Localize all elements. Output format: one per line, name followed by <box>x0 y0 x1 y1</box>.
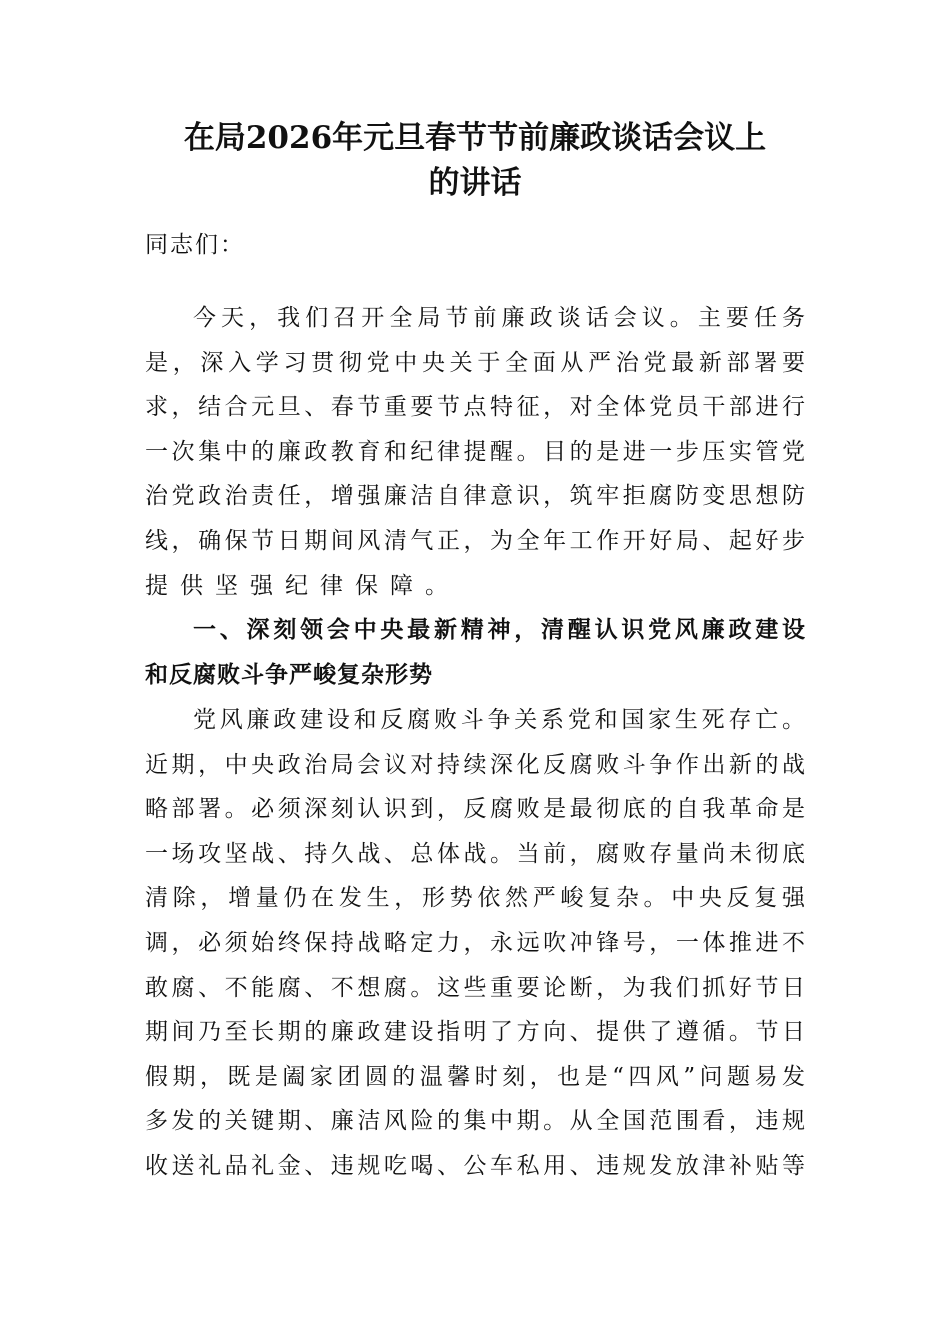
paragraph-1-line: 一次集中的廉政教育和纪律提醒。目的是进一步压实管党 <box>145 438 805 465</box>
paragraph-1-line: 线，确保节日期间风清气正，为全年工作开好局、起好步 <box>145 528 805 554</box>
paragraph-2-line: 多发的关键期、廉洁风险的集中期。从全国范围看，违规 <box>145 1108 805 1135</box>
paragraph-2-line: 期间乃至长期的廉政建设指明了方向、提供了遵循。节日 <box>145 1019 805 1046</box>
paragraph-2-line: 收送礼品礼金、违规吃喝、公车私用、违规发放津补贴等 <box>145 1153 805 1179</box>
paragraph-2-line: 清除，增量仍在发生，形势依然严峻复杂。中央反复强 <box>145 885 805 912</box>
document-title-line-2: 的讲话 <box>428 165 522 201</box>
paragraph-2-line: 调，必须始终保持战略定力，永远吹冲锋号，一体推进不 <box>145 930 805 956</box>
paragraph-1-line: 治党政治责任，增强廉洁自律意识，筑牢拒腐防变思想防 <box>145 483 805 510</box>
document-title-line-1: 在局2026年元旦春节节前廉政谈话会议上 <box>183 120 767 156</box>
paragraph-1-line: 今天，我们召开全局节前廉政谈话会议。主要任务 <box>193 305 805 331</box>
salutation: 同志们： <box>145 232 245 258</box>
paragraph-2-line: 敢腐、不能腐、不想腐。这些重要论断，为我们抓好节日 <box>145 974 805 1001</box>
section-heading-1-line: 一、深刻领会中央最新精神，清醒认识党风廉政建设 <box>193 617 805 643</box>
paragraph-2-line: 近期，中央政治局会议对持续深化反腐败斗争作出新的战 <box>145 751 805 778</box>
paragraph-2-line: 一场攻坚战、持久战、总体战。当前，腐败存量尚未彻底 <box>145 840 805 867</box>
paragraph-2-line: 略部署。必须深刻认识到，反腐败是最彻底的自我革命是 <box>145 796 805 823</box>
paragraph-1-line: 提供坚强纪律保障。 <box>145 572 460 599</box>
paragraph-1-line: 求，结合元旦、春节重要节点特征，对全体党员干部进行 <box>145 394 805 421</box>
section-heading-1-line: 和反腐败斗争严峻复杂形势 <box>145 661 433 688</box>
paragraph-2-line: 党风廉政建设和反腐败斗争关系党和国家生死存亡。 <box>193 707 805 733</box>
paragraph-2-line: 假期，既是阖家团圆的温馨时刻，也是“四风”问题易发 <box>145 1063 805 1090</box>
paragraph-1-line: 是，深入学习贯彻党中央关于全面从严治党最新部署要 <box>145 349 805 376</box>
